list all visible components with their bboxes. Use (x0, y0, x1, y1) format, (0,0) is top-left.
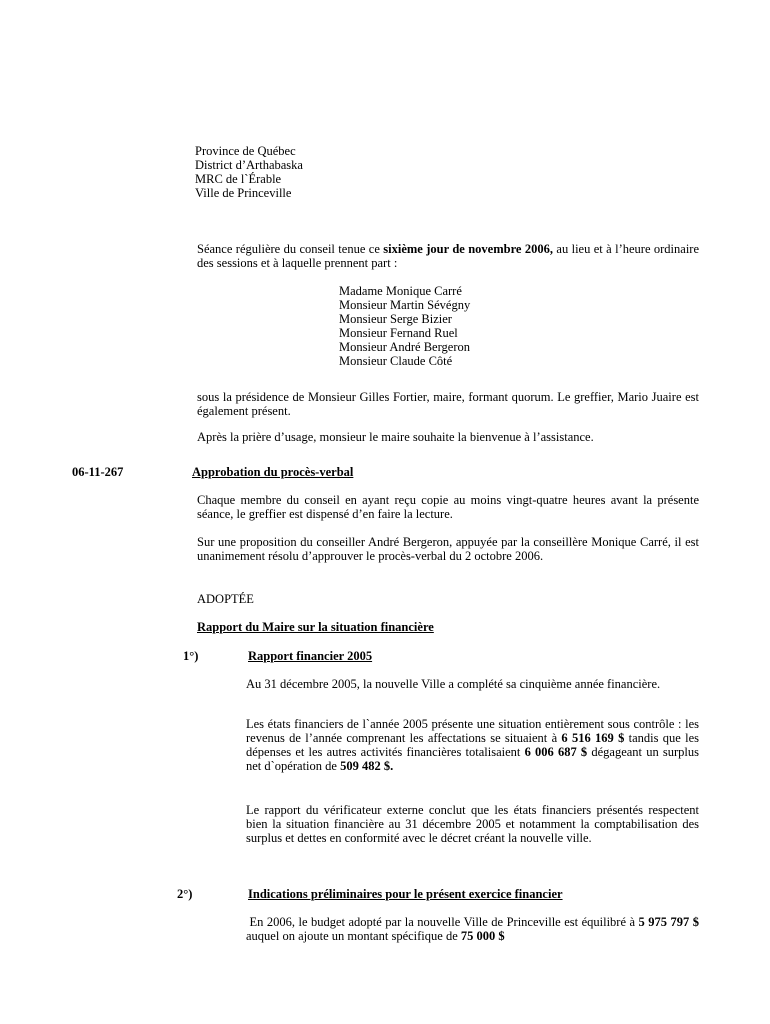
members-list (339, 284, 639, 368)
document-header (195, 144, 495, 200)
adoptee-label: ADOPTÉE (197, 592, 254, 606)
member-item: Monsieur Fernand Ruel (339, 326, 458, 340)
section-1-number: 1°) (183, 649, 199, 663)
presidence-paragraph: sous la présidence de Monsieur Gilles Fortier, maire, formant quorum. Le greffier, Mario Juaire est également présent. (197, 390, 699, 418)
p2-text-c: dégageant un surplus net d`opération de (246, 745, 700, 773)
s2-text-b: auquel on ajoute un montant spécifique de (246, 929, 461, 943)
header-ville: Ville de Princeville (195, 186, 292, 200)
resolution-paragraph-1: Chaque membre du conseil en ayant reçu copie au moins vingt-quatre heures avant la présente séance, le greffier est dispensé d’en faire la lecture. (197, 493, 699, 521)
seance-intro (197, 242, 699, 270)
resolution-number: 06-11-267 (72, 465, 124, 479)
section-1-paragraph-2 (246, 717, 699, 773)
member-item: Monsieur Serge Bizier (339, 312, 452, 326)
s2-text-a: En 2006, le budget adopté par la nouvelle Ville de Princeville est équilibré à (249, 915, 639, 929)
p2-text-b: tandis que les dépenses et les autres activités financières totalisaient (246, 731, 700, 759)
section-1-paragraph-1: Au 31 décembre 2005, la nouvelle Ville a complété sa cinquième année financière. (246, 677, 661, 691)
rapport-title: Rapport du Maire sur la situation financière (197, 620, 434, 634)
montant-specifique: 75 000 $ (460, 929, 505, 943)
depenses-amount: 6 006 687 $ (524, 745, 588, 759)
section-1-title: Rapport financier 2005 (248, 649, 373, 663)
section-2-title: Indications préliminaires pour le présent exercice financier (248, 887, 563, 901)
resolution-title: Approbation du procès-verbal (192, 465, 354, 479)
priere-paragraph: Après la prière d’usage, monsieur le maire souhaite la bienvenue à l’assistance. (197, 430, 594, 444)
p2-text-a: Les états financiers de l`année 2005 présente une situation entièrement sous contrôle : les revenus de l’année comprenant les affectations se situaient à (246, 717, 699, 745)
member-item: Monsieur André Bergeron (339, 340, 470, 354)
resolution-paragraph-2: Sur une proposition du conseiller André Bergeron, appuyée par la conseillère Monique Carré, il est unanimement résolu d’approuver le procès-verbal du 2 octobre 2006. (197, 535, 699, 563)
header-district: District d’Arthabaska (195, 158, 303, 172)
surplus-amount: 509 482 $. (340, 759, 394, 773)
section-1-paragraph-3: Le rapport du vérificateur externe conclut que les états financiers présentés respectent bien la situation financière au 31 décembre 2005 et notamment la comptabilisation des surplus et dettes en conformité avec le décret créant la nouvelle ville. (246, 803, 699, 845)
member-item: Monsieur Martin Sévégny (339, 298, 471, 312)
header-mrc: MRC de l`Érable (195, 172, 282, 186)
section-2-number: 2°) (177, 887, 193, 901)
header-province: Province de Québec (195, 144, 296, 158)
seance-text-a: Séance régulière du conseil tenue ce (197, 242, 384, 256)
seance-date: sixième jour de novembre 2006, (383, 242, 553, 256)
budget-amount: 5 975 797 $ (638, 915, 700, 929)
section-2-paragraph-1 (246, 915, 699, 943)
seance-text-b: au lieu et à l’heure ordinaire des sessions et à laquelle prennent part : (197, 242, 700, 270)
revenus-amount: 6 516 169 $ (561, 731, 625, 745)
member-item: Madame Monique Carré (339, 284, 462, 298)
member-item: Monsieur Claude Côté (339, 354, 453, 368)
